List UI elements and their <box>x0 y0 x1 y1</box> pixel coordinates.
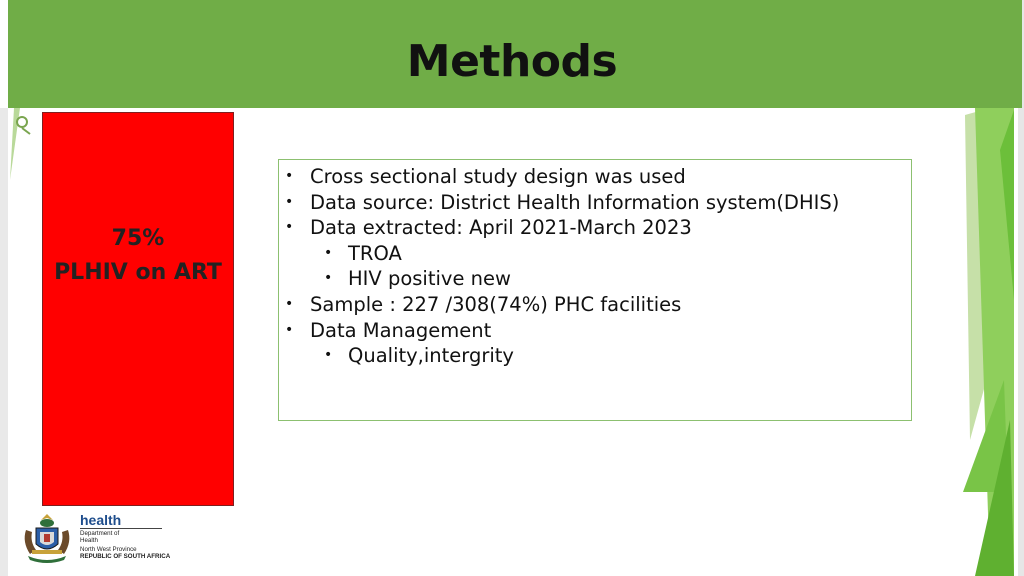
bullet-item <box>279 164 899 190</box>
bullet-text: Sample : 227 /308(74%) PHC facilities <box>310 292 682 316</box>
panel-label: PLHIV on ART <box>54 260 222 285</box>
bullet-marker: • <box>324 244 333 261</box>
logo-line-3: North West Province <box>80 546 137 553</box>
bullet-text: Quality,intergrity <box>348 344 514 368</box>
slide-title: Methods <box>406 36 618 87</box>
bullet-marker: • <box>285 193 294 210</box>
logo-line-2: Health <box>80 537 98 544</box>
bullet-marker: • <box>324 270 333 287</box>
bullet-item <box>279 190 899 216</box>
logo-divider <box>80 528 162 529</box>
bullet-item <box>279 318 899 344</box>
bullet-marker: • <box>285 168 294 184</box>
panel-text <box>42 222 234 290</box>
highlight-panel <box>42 112 234 506</box>
bullet-text: Cross sectional study design was used <box>310 165 686 188</box>
panel-stat: 75% <box>111 226 165 251</box>
logo-wordmark: health <box>80 512 122 528</box>
bullet-marker: • <box>324 347 333 364</box>
sub-bullet-item <box>279 241 899 267</box>
logo-line-4: REPUBLIC OF SOUTH AFRICA <box>80 553 171 560</box>
logo-line-1: Department of <box>80 530 120 537</box>
bullet-text: Data source: District Health Information system(DHIS) <box>310 190 840 214</box>
bullet-item <box>279 215 899 241</box>
sub-bullet-item <box>279 266 899 292</box>
bullet-marker: • <box>285 219 294 236</box>
coat-of-arms-icon <box>18 510 76 564</box>
bullet-item <box>279 292 899 318</box>
bullet-list <box>279 164 899 369</box>
bullet-marker: • <box>285 295 294 312</box>
sub-bullet-item <box>279 343 899 369</box>
bullet-text: TROA <box>348 241 402 265</box>
methods-content-box <box>278 159 912 421</box>
bullet-text: Data Management <box>310 318 492 342</box>
bullet-text: Data extracted: April 2021-March 2023 <box>310 216 692 240</box>
department-logo <box>18 510 171 566</box>
bullet-marker: • <box>285 321 294 338</box>
bullet-text: HIV positive new <box>348 267 511 291</box>
